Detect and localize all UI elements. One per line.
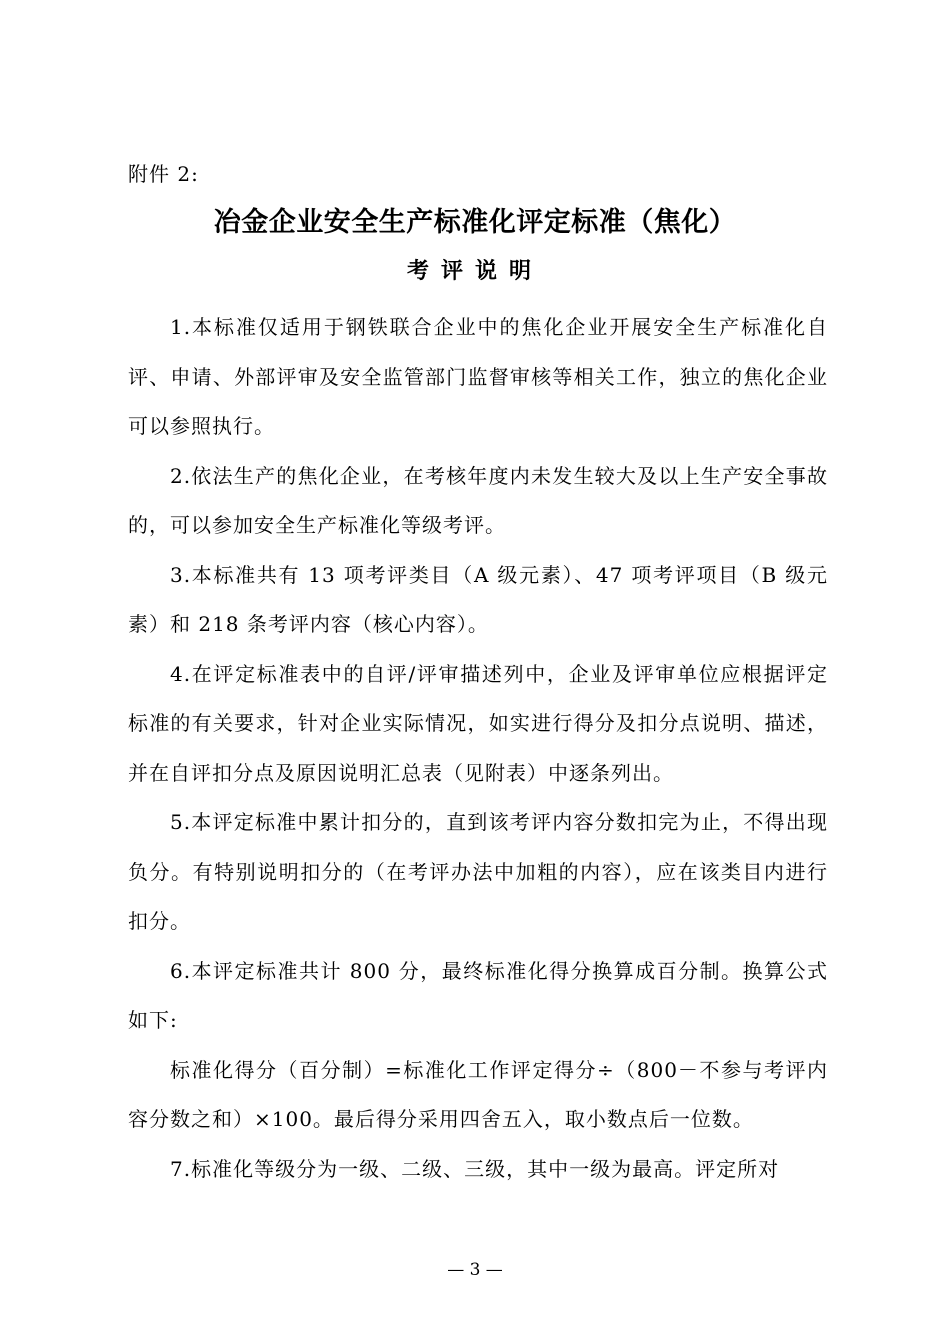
document-body <box>128 303 828 1194</box>
paragraph-6: 6.本评定标准共计 800 分，最终标准化得分换算成百分制。换算公式如下: <box>128 958 828 1032</box>
paragraph-4: 4.在评定标准表中的自评/评审描述列中，企业及评审单位应根据评定标准的有关要求，针对企业实际情况，如实进行得分及扣分点说明、描述，并在自评扣分点及原因说明汇总表（见附表）中逐条列出。 <box>128 661 828 785</box>
paragraph-1: 1.本标准仅适用于钢铁联合企业中的焦化企业开展安全生产标准化自评、申请、外部评审及安全监管部门监督审核等相关工作，独立的焦化企业可以参照执行。 <box>128 315 828 438</box>
paragraph-3: 3.本标准共有 13 项考评类目（A 级元素）、47 项考评项目（B 级元素）和 218 条考评内容（核心内容）。 <box>128 562 828 636</box>
paragraph-5: 5.本评定标准中累计扣分的，直到该考评内容分数扣完为止，不得出现负分。有特别说明扣分的（在考评办法中加粗的内容），应在该类目内进行扣分。 <box>128 810 828 933</box>
document-title: 冶金企业安全生产标准化评定标准（焦化） <box>213 207 737 238</box>
page-number: — 3 — <box>447 1260 503 1280</box>
section-heading: 考评说明 <box>406 259 543 284</box>
formula-paragraph: 标准化得分（百分制）=标准化工作评定得分÷（800－不参与考评内容分数之和）×100。最后得分采用四舍五入，取小数点后一位数。 <box>128 1057 828 1131</box>
attachment-label: 附件 2: <box>128 162 199 186</box>
paragraph-7: 7.标准化等级分为一级、二级、三级，其中一级为最高。评定所对 <box>170 1156 780 1181</box>
paragraph-2: 2.依法生产的焦化企业，在考核年度内未发生较大及以上生产安全事故的，可以参加安全生产标准化等级考评。 <box>128 463 828 537</box>
